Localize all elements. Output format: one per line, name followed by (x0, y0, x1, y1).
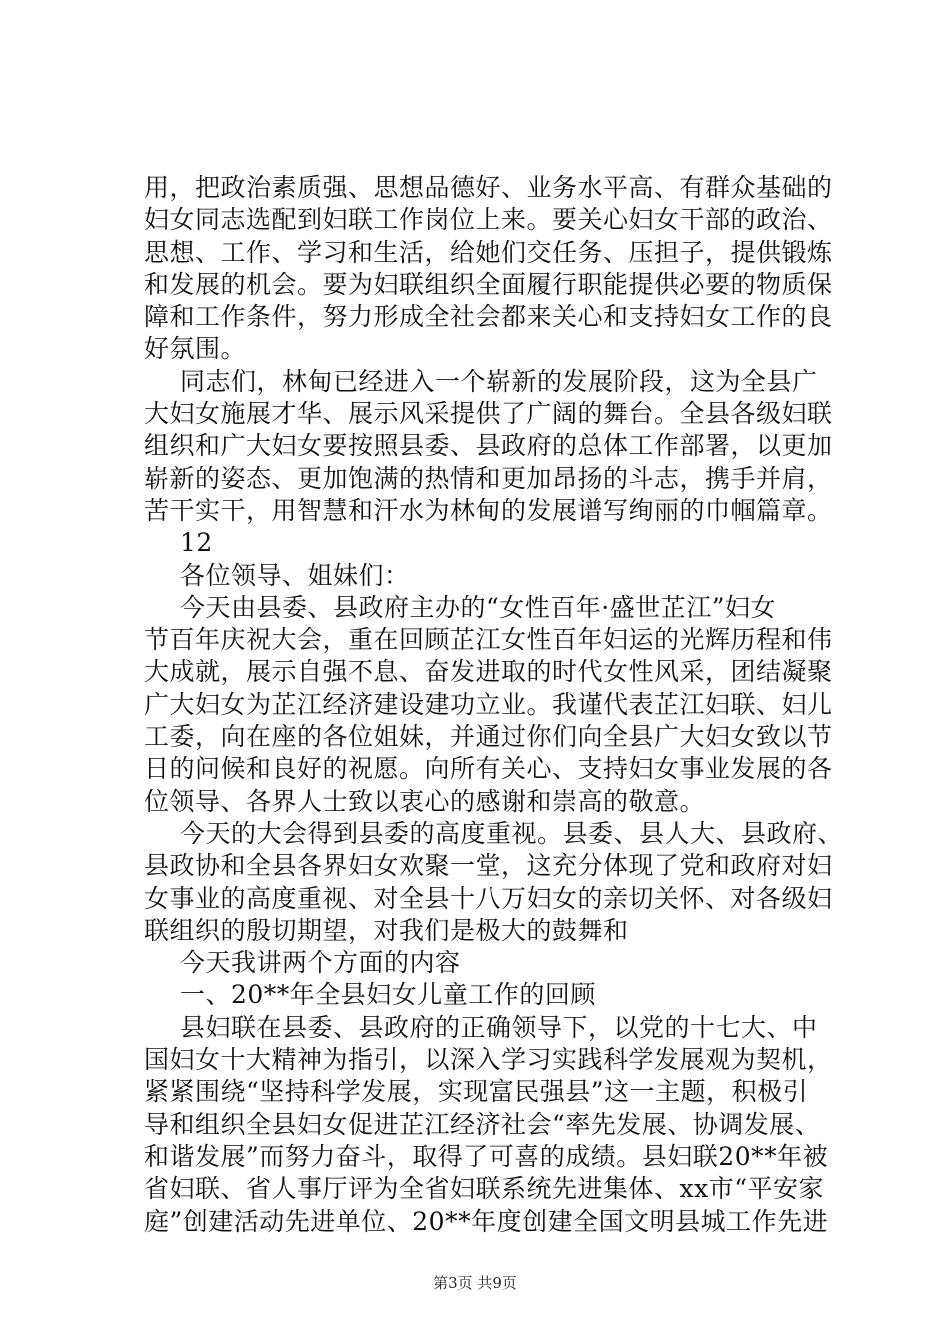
paragraph-start: 今天我讲两个方面的内容 (180, 948, 461, 978)
text-line: 庭”创建活动先进单位、20**年度创建全国文明县城工作先进 (144, 1206, 829, 1236)
text-line: 广大妇女为芷江经济建设建功立业。我谨代表芷江妇联、妇儿 (144, 689, 833, 719)
text-line: 好氛围。 (144, 334, 247, 364)
paragraph-start: 县妇联在县委、县政府的正确领导下，以党的十七大、中 (180, 1012, 818, 1042)
text-line: 工委，向在座的各位姐妹，并通过你们向全县广大妇女致以节 (144, 722, 833, 752)
section-heading: 一、20**年全县妇女儿童工作的回顾 (180, 980, 596, 1010)
text-line: 思想、工作、学习和生活，给她们交任务、压担子，提供锻炼 (144, 237, 833, 267)
page-footer: 第3页 共9页 (433, 1274, 517, 1292)
text-line: 县政协和全县各界妇女欢聚一堂，这充分体现了党和政府对妇 (144, 851, 833, 881)
text-line: 省妇联、省人事厅评为全省妇联系统先进集体、xx市“平安家 (144, 1174, 824, 1204)
text-line: 组织和广大妇女要按照县委、县政府的总体工作部署，以更加 (144, 431, 833, 461)
text-line: 障和工作条件，努力形成全社会都来关心和支持妇女工作的良 (144, 302, 833, 332)
section-number: 12 (180, 528, 213, 558)
text-line: 导和组织全县妇女促进芷江经济社会“率先发展、协调发展、 (144, 1109, 821, 1139)
text-line: 崭新的姿态、更加饱满的热情和更加昂扬的斗志，携手并肩， (144, 463, 833, 493)
text-line: 紧紧围绕“坚持科学发展，实现富民强县”这一主题，积极引 (144, 1077, 809, 1107)
text-line: 国妇女十大精神为指引，以深入学习实践科学发展观为契机， (144, 1045, 833, 1075)
text-line: 位领导、各界人士致以衷心的感谢和崇高的敬意。 (144, 786, 706, 816)
salutation: 各位领导、姐妹们： (180, 560, 410, 590)
text-line: 节百年庆祝大会，重在回顾芷江女性百年妇运的光辉历程和伟 (144, 625, 833, 655)
text-line: 日的问候和良好的祝愿。向所有关心、支持妇女事业发展的各 (144, 754, 833, 784)
text-line: 用，把政治素质强、思想品德好、业务水平高、有群众基础的 (144, 173, 833, 202)
text-line: 和谐发展”而努力奋斗，取得了可喜的成绩。县妇联20**年被 (144, 1141, 829, 1171)
text-line: 女事业的高度重视、对全县十八万妇女的亲切关怀、对各级妇 (144, 883, 833, 913)
paragraph-start: 同志们，林甸已经进入一个崭新的发展阶段，这为全县广 (180, 366, 818, 396)
text-line: 联组织的殷切期望，对我们是极大的鼓舞和 (144, 915, 629, 945)
text-line: 妇女同志选配到妇联工作岗位上来。要关心妇女干部的政治、 (144, 205, 833, 235)
paragraph-start: 今天由县委、县政府主办的“女性百年·盛世芷江”妇女 (180, 592, 777, 622)
text-line: 大成就，展示自强不息、奋发进取的时代女性风采，团结凝聚 (144, 657, 833, 687)
text-line: 苦干实干，用智慧和汗水为林甸的发展谱写绚丽的巾帼篇章。 (144, 495, 833, 525)
body-text (144, 172, 844, 1238)
text-line: 大妇女施展才华、展示风采提供了广阔的舞台。全县各级妇联 (144, 399, 833, 429)
text-line: 和发展的机会。要为妇联组织全面履行职能提供必要的物质保 (144, 269, 833, 299)
paragraph-start: 今天的大会得到县委的高度重视。县委、县人大、县政府、 (180, 818, 844, 848)
